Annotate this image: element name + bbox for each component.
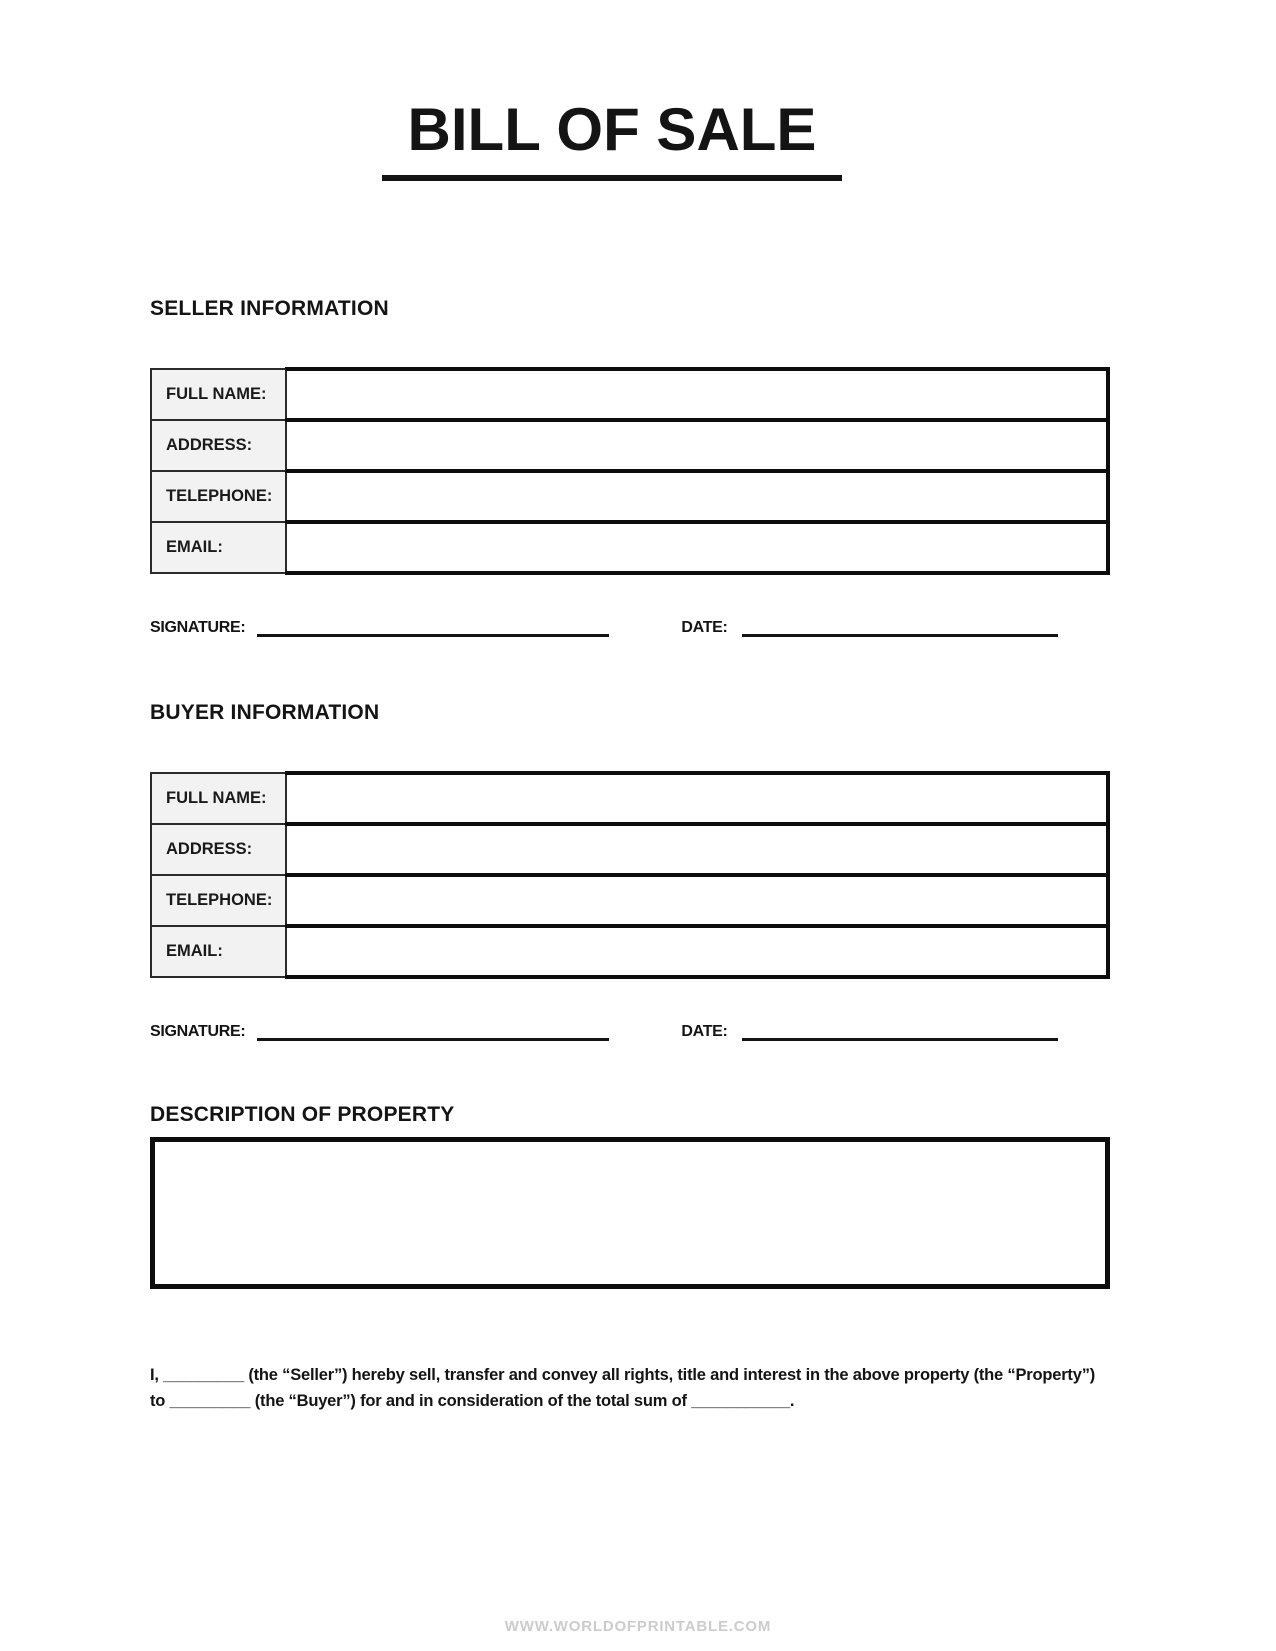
buyer-full-name-field[interactable] xyxy=(286,773,1108,824)
footer-url: WWW.WORLDOFPRINTABLE.COM xyxy=(504,1618,772,1635)
table-row xyxy=(151,471,1108,522)
buyer-telephone-field[interactable] xyxy=(286,875,1108,926)
declaration-text: I, _________ (the “Seller”) hereby sell, transfer and convey all rights, title and interest in the above property (the “Property”) to _________ (the “Buyer”) for and in consideration of the total sum of ___________. xyxy=(150,1366,1096,1410)
table-row xyxy=(151,824,1108,875)
table-row xyxy=(151,875,1108,926)
seller-date-line[interactable] xyxy=(742,633,1058,637)
seller-signature-line[interactable] xyxy=(257,633,609,637)
seller-email-label: EMAIL: xyxy=(151,522,286,573)
buyer-date-line[interactable] xyxy=(742,1037,1058,1041)
property-description-heading: DESCRIPTION OF PROPERTY xyxy=(150,1103,455,1126)
seller-signature-row xyxy=(150,615,1110,637)
buyer-date-label: DATE: xyxy=(681,1023,728,1040)
buyer-heading: BUYER INFORMATION xyxy=(150,701,380,724)
buyer-telephone-label: TELEPHONE: xyxy=(151,875,286,926)
property-description-box[interactable] xyxy=(150,1137,1110,1289)
seller-date-label: DATE: xyxy=(681,619,728,636)
document-header xyxy=(132,0,1092,181)
seller-address-label: ADDRESS: xyxy=(151,420,286,471)
seller-email-field[interactable] xyxy=(286,522,1108,573)
seller-section xyxy=(150,297,1110,637)
seller-heading: SELLER INFORMATION xyxy=(150,297,389,320)
title-underline xyxy=(382,175,842,181)
buyer-full-name-label: FULL NAME: xyxy=(151,773,286,824)
seller-telephone-field[interactable] xyxy=(286,471,1108,522)
buyer-address-label: ADDRESS: xyxy=(151,824,286,875)
seller-signature-label: SIGNATURE: xyxy=(150,619,246,636)
table-row xyxy=(151,420,1108,471)
buyer-address-field[interactable] xyxy=(286,824,1108,875)
buyer-info-table xyxy=(150,771,1110,979)
table-row xyxy=(151,369,1108,420)
seller-full-name-label: FULL NAME: xyxy=(151,369,286,420)
table-row xyxy=(151,522,1108,573)
property-section xyxy=(150,1103,1110,1289)
bill-of-sale-document xyxy=(150,0,1110,1414)
buyer-email-field[interactable] xyxy=(286,926,1108,977)
buyer-signature-row xyxy=(150,1019,1110,1041)
seller-info-table xyxy=(150,367,1110,575)
buyer-signature-label: SIGNATURE: xyxy=(150,1023,246,1040)
buyer-section xyxy=(150,701,1110,1041)
buyer-email-label: EMAIL: xyxy=(151,926,286,977)
seller-full-name-field[interactable] xyxy=(286,369,1108,420)
table-row xyxy=(151,773,1108,824)
seller-telephone-label: TELEPHONE: xyxy=(151,471,286,522)
seller-address-field[interactable] xyxy=(286,420,1108,471)
table-row xyxy=(151,926,1108,977)
buyer-signature-line[interactable] xyxy=(257,1037,609,1041)
page-title: BILL OF SALE xyxy=(407,96,817,163)
